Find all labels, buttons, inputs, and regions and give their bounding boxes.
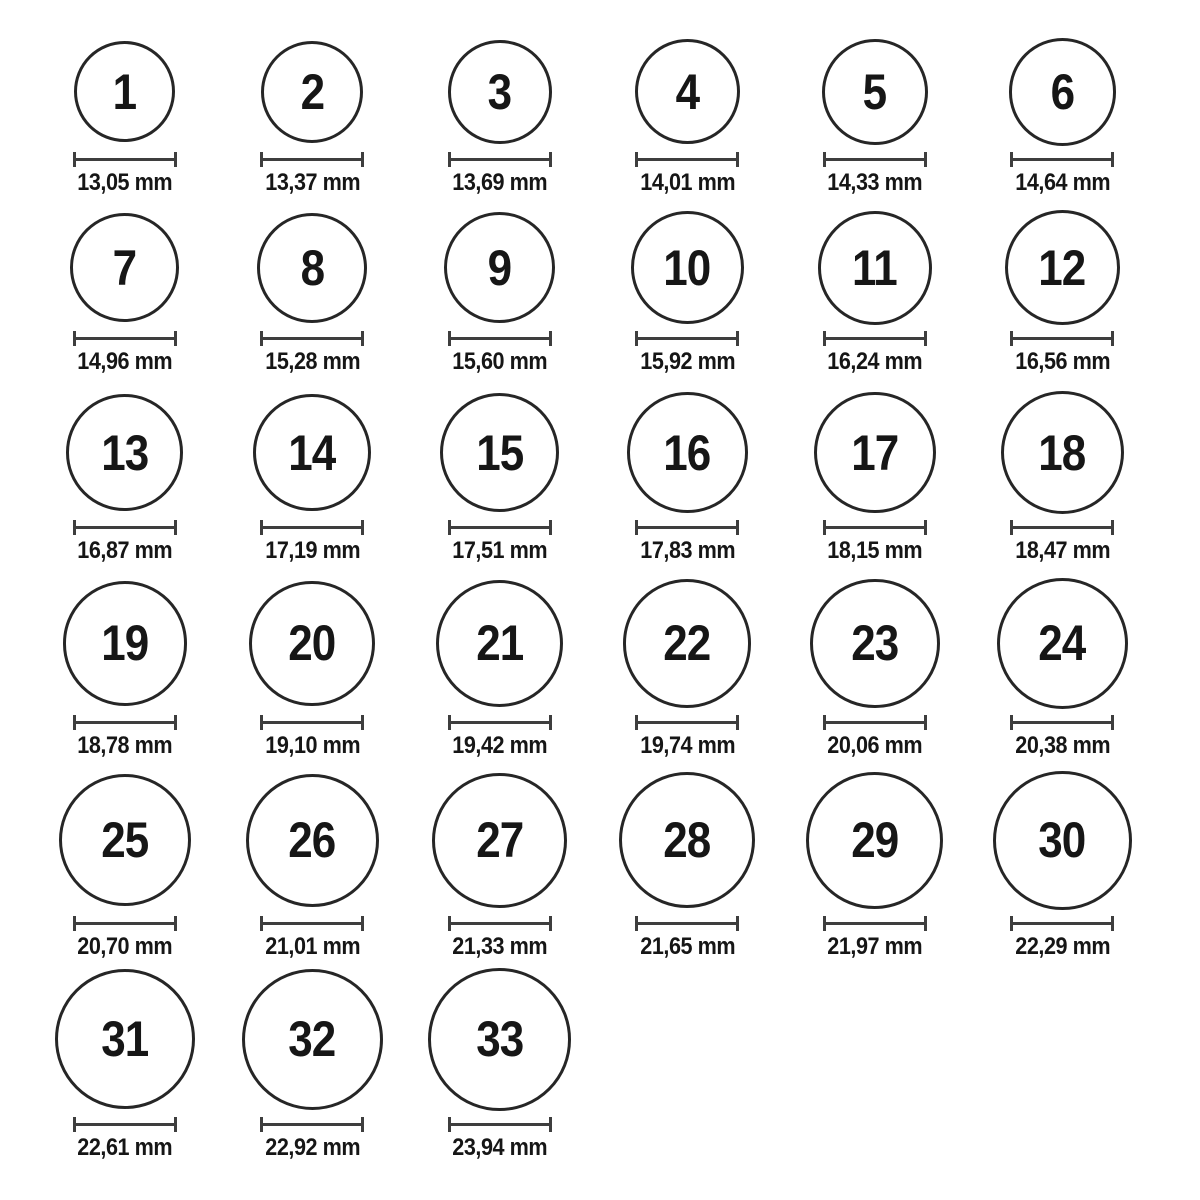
ring-size-number: 2	[300, 63, 325, 120]
diameter-measure-line	[823, 916, 927, 931]
diameter-measure-line	[635, 331, 739, 346]
ring-circle-wrap	[70, 210, 179, 325]
diameter-label: 16,87 mm	[77, 537, 173, 565]
ring-circle-wrap	[444, 210, 555, 325]
ring-size-cell	[781, 771, 969, 959]
ring-size-cell	[406, 210, 594, 374]
ring-circle	[55, 969, 195, 1109]
diameter-label: 20,38 mm	[1014, 731, 1110, 759]
diameter-label: 21,01 mm	[264, 932, 360, 960]
ring-size-number: 6	[1050, 63, 1075, 120]
ring-circle	[631, 211, 744, 324]
ring-circle-wrap	[806, 771, 943, 910]
ring-size-cell	[781, 578, 969, 758]
diameter-measure-line	[1010, 916, 1114, 931]
ring-size-cell	[31, 38, 219, 195]
ring-size-cell	[219, 771, 407, 959]
ring-size-number: 30	[1038, 812, 1086, 869]
ring-circle	[1001, 391, 1124, 514]
ring-circle-wrap	[631, 210, 744, 325]
ring-circle	[70, 213, 179, 322]
ring-circle	[253, 394, 371, 512]
ring-size-cell	[31, 771, 219, 959]
ring-circle	[444, 212, 555, 323]
diameter-label: 13,37 mm	[264, 168, 360, 196]
ring-size-number: 32	[288, 1011, 336, 1068]
ring-circle-wrap	[635, 38, 740, 146]
diameter-label: 16,24 mm	[827, 348, 923, 376]
ring-size-cell	[406, 771, 594, 959]
diameter-measure-line	[635, 152, 739, 167]
diameter-measure-line	[73, 715, 177, 730]
ring-size-number: 21	[476, 615, 524, 672]
ring-circle-wrap	[627, 391, 748, 514]
diameter-label: 22,61 mm	[77, 1133, 173, 1161]
ring-size-cell	[406, 38, 594, 195]
ring-circle	[242, 969, 383, 1110]
ring-circle-wrap	[55, 968, 195, 1111]
ring-size-cell	[219, 38, 407, 195]
ring-circle	[440, 393, 559, 512]
diameter-label: 15,28 mm	[264, 348, 360, 376]
diameter-label: 21,33 mm	[452, 932, 548, 960]
diameter-label: 15,60 mm	[452, 348, 548, 376]
ring-circle	[635, 39, 740, 144]
diameter-label: 20,06 mm	[827, 731, 923, 759]
diameter-label: 14,01 mm	[639, 168, 735, 196]
ring-circle-wrap	[246, 771, 380, 910]
ring-size-row	[31, 391, 1156, 563]
ring-size-cell	[219, 391, 407, 563]
ring-circle-wrap	[249, 578, 375, 709]
ring-circle-wrap	[993, 771, 1132, 910]
ring-size-number: 18	[1038, 424, 1086, 481]
ring-size-number: 8	[300, 239, 325, 296]
ring-size-cell	[969, 578, 1157, 758]
diameter-label: 21,97 mm	[827, 932, 923, 960]
ring-circle-wrap	[997, 578, 1128, 709]
diameter-measure-line	[1010, 715, 1114, 730]
ring-size-number: 25	[101, 812, 149, 869]
ring-size-number: 12	[1038, 239, 1086, 296]
ring-circle-wrap	[66, 391, 183, 514]
ring-size-number: 19	[101, 615, 149, 672]
ring-size-cell	[219, 578, 407, 758]
ring-circle-wrap	[261, 38, 363, 146]
ring-size-row	[31, 968, 594, 1160]
diameter-label: 19,74 mm	[639, 731, 735, 759]
ring-size-cell	[594, 38, 782, 195]
ring-size-cell	[594, 771, 782, 959]
diameter-measure-line	[448, 715, 552, 730]
ring-size-number: 7	[112, 239, 137, 296]
ring-size-cell	[31, 391, 219, 563]
ring-circle-wrap	[623, 578, 751, 709]
ring-circle	[59, 774, 191, 906]
ring-circle-wrap	[63, 578, 187, 709]
ring-size-number: 14	[288, 424, 336, 481]
ring-circle-wrap	[74, 38, 175, 146]
diameter-measure-line	[260, 331, 364, 346]
ring-circle	[436, 580, 563, 707]
diameter-measure-line	[448, 520, 552, 535]
diameter-measure-line	[448, 331, 552, 346]
ring-circle	[66, 394, 183, 511]
diameter-measure-line	[823, 520, 927, 535]
diameter-measure-line	[260, 715, 364, 730]
diameter-measure-line	[635, 916, 739, 931]
ring-circle	[448, 40, 552, 144]
ring-circle	[822, 39, 928, 145]
ring-circle-wrap	[1009, 38, 1117, 146]
ring-circle	[261, 41, 363, 143]
ring-size-cell	[406, 968, 594, 1160]
ring-size-number: 16	[663, 424, 711, 481]
ring-circle-wrap	[257, 210, 367, 325]
ring-size-number: 4	[675, 63, 700, 120]
diameter-measure-line	[823, 715, 927, 730]
diameter-measure-line	[73, 916, 177, 931]
ring-circle-wrap	[436, 578, 563, 709]
diameter-measure-line	[635, 520, 739, 535]
ring-circle	[63, 581, 187, 705]
ring-size-number: 17	[851, 424, 899, 481]
ring-size-cell	[969, 391, 1157, 563]
diameter-label: 17,83 mm	[639, 537, 735, 565]
ring-size-cell	[594, 391, 782, 563]
ring-circle-wrap	[242, 968, 383, 1111]
ring-size-number: 22	[663, 615, 711, 672]
ring-circle	[432, 773, 567, 908]
ring-size-number: 26	[288, 812, 336, 869]
ring-circle-wrap	[253, 391, 371, 514]
ring-size-number: 3	[487, 63, 512, 120]
ring-circle	[74, 41, 175, 142]
ring-size-number: 20	[288, 615, 336, 672]
ring-size-cell	[594, 578, 782, 758]
diameter-label: 21,65 mm	[639, 932, 735, 960]
diameter-measure-line	[73, 1117, 177, 1132]
diameter-label: 18,15 mm	[827, 537, 923, 565]
diameter-measure-line	[823, 152, 927, 167]
ring-size-cell	[31, 578, 219, 758]
ring-size-row	[31, 578, 1156, 758]
ring-size-number: 24	[1038, 615, 1086, 672]
diameter-measure-line	[1010, 520, 1114, 535]
ring-size-cell	[969, 210, 1157, 374]
diameter-label: 17,51 mm	[452, 537, 548, 565]
ring-size-row	[31, 210, 1156, 374]
diameter-measure-line	[448, 152, 552, 167]
ring-size-number: 29	[851, 812, 899, 869]
ring-circle	[627, 392, 748, 513]
ring-size-cell	[31, 968, 219, 1160]
diameter-label: 14,96 mm	[77, 348, 173, 376]
ring-size-cell	[969, 38, 1157, 195]
ring-size-number: 28	[663, 812, 711, 869]
ring-size-row	[31, 771, 1156, 959]
ring-circle-wrap	[822, 38, 928, 146]
ring-circle	[428, 968, 571, 1111]
ring-circle	[993, 771, 1132, 910]
diameter-label: 13,05 mm	[77, 168, 173, 196]
ring-size-number: 9	[487, 239, 512, 296]
diameter-measure-line	[260, 916, 364, 931]
ring-circle	[814, 392, 936, 514]
ring-size-cell	[781, 38, 969, 195]
ring-circle-wrap	[1001, 391, 1124, 514]
diameter-measure-line	[260, 1117, 364, 1132]
diameter-label: 18,47 mm	[1014, 537, 1110, 565]
diameter-label: 19,42 mm	[452, 731, 548, 759]
diameter-label: 13,69 mm	[452, 168, 548, 196]
ring-size-row	[31, 38, 1156, 195]
ring-size-cell	[219, 968, 407, 1160]
ring-circle	[806, 772, 943, 909]
diameter-measure-line	[448, 1117, 552, 1132]
ring-circle-wrap	[428, 968, 571, 1111]
diameter-measure-line	[1010, 331, 1114, 346]
diameter-measure-line	[260, 152, 364, 167]
ring-circle-wrap	[1005, 210, 1120, 325]
ring-circle	[619, 772, 755, 908]
ring-size-cell	[781, 391, 969, 563]
ring-size-cell	[406, 391, 594, 563]
diameter-label: 22,92 mm	[264, 1133, 360, 1161]
diameter-label: 19,10 mm	[264, 731, 360, 759]
diameter-measure-line	[73, 152, 177, 167]
ring-circle	[997, 578, 1128, 709]
ring-size-number: 23	[851, 615, 899, 672]
ring-size-number: 33	[476, 1011, 524, 1068]
diameter-measure-line	[1010, 152, 1114, 167]
ring-circle-wrap	[814, 391, 936, 514]
ring-size-number: 15	[476, 424, 524, 481]
diameter-label: 14,64 mm	[1014, 168, 1110, 196]
diameter-measure-line	[635, 715, 739, 730]
diameter-label: 15,92 mm	[639, 348, 735, 376]
ring-circle-wrap	[448, 38, 552, 146]
ring-size-number: 31	[101, 1011, 149, 1068]
ring-size-number: 10	[663, 239, 711, 296]
ring-size-cell	[31, 210, 219, 374]
ring-circle	[1009, 38, 1117, 146]
ring-circle-wrap	[59, 771, 191, 910]
diameter-label: 22,29 mm	[1014, 932, 1110, 960]
ring-circle	[623, 579, 751, 707]
diameter-measure-line	[448, 916, 552, 931]
ring-circle-wrap	[432, 771, 567, 910]
ring-size-cell	[219, 210, 407, 374]
ring-circle-wrap	[818, 210, 932, 325]
ring-circle-wrap	[440, 391, 559, 514]
diameter-measure-line	[260, 520, 364, 535]
ring-circle	[810, 579, 940, 709]
diameter-measure-line	[73, 520, 177, 535]
ring-circle	[246, 774, 380, 908]
ring-circle-wrap	[810, 578, 940, 709]
ring-size-cell	[781, 210, 969, 374]
ring-size-number: 27	[476, 812, 524, 869]
ring-size-cell	[594, 210, 782, 374]
diameter-label: 23,94 mm	[452, 1133, 548, 1161]
diameter-measure-line	[73, 331, 177, 346]
ring-circle	[257, 213, 367, 323]
diameter-measure-line	[823, 331, 927, 346]
ring-size-cell	[969, 771, 1157, 959]
diameter-label: 20,70 mm	[77, 932, 173, 960]
ring-size-number: 1	[112, 63, 137, 120]
ring-circle	[249, 581, 375, 707]
diameter-label: 16,56 mm	[1014, 348, 1110, 376]
ring-size-number: 5	[862, 63, 887, 120]
ring-size-cell	[406, 578, 594, 758]
ring-size-number: 13	[101, 424, 149, 481]
ring-size-number: 11	[852, 239, 898, 296]
diameter-label: 17,19 mm	[264, 537, 360, 565]
ring-circle	[818, 211, 932, 325]
ring-circle	[1005, 210, 1120, 325]
diameter-label: 14,33 mm	[827, 168, 923, 196]
diameter-label: 18,78 mm	[77, 731, 173, 759]
ring-circle-wrap	[619, 771, 755, 910]
